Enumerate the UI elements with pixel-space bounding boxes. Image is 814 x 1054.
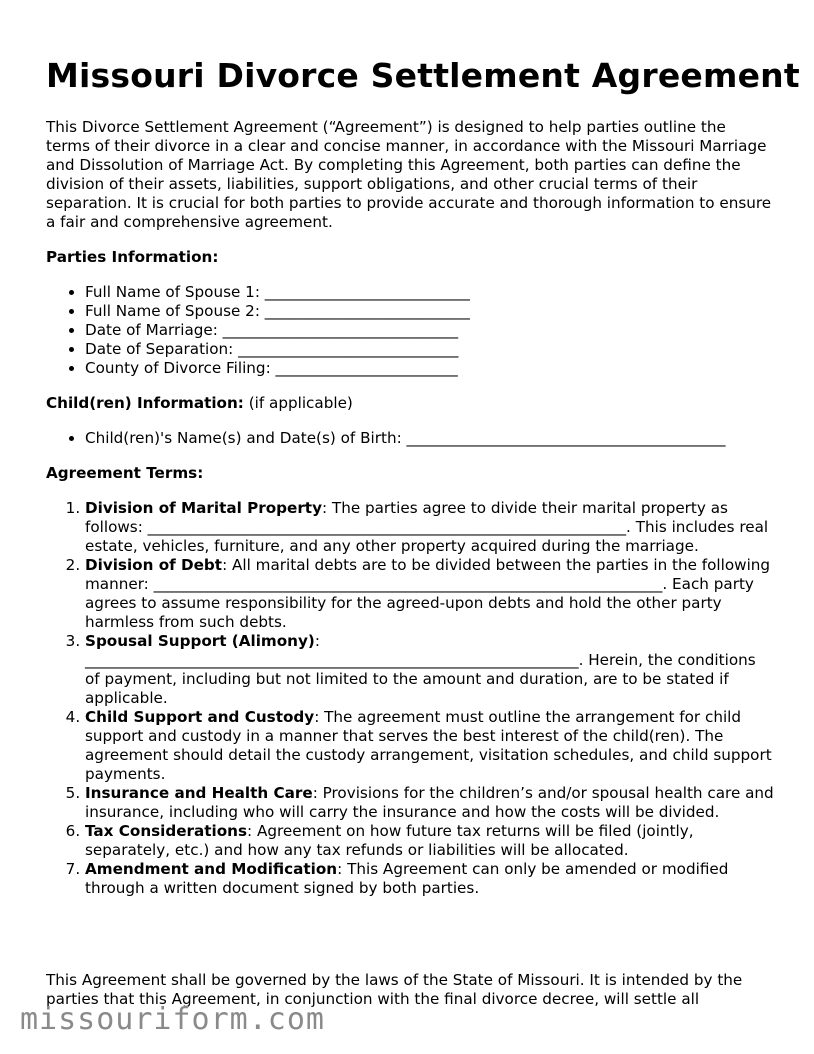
term-title: Spousal Support (Alimony) [85, 632, 315, 650]
parties-list [46, 283, 470, 378]
term-item [85, 708, 774, 784]
children-heading-note: (if applicable) [243, 394, 353, 412]
term-item [85, 822, 774, 860]
children-heading [46, 394, 353, 413]
parties-heading: Parties Information: [46, 248, 219, 266]
closing-paragraph: This Agreement shall be governed by the laws of the State of Missouri. It is intended by the parties that this Agreement, in conjunction with the final divorce decree, will settle all [46, 971, 743, 1008]
intro-paragraph: This Divorce Settlement Agreement (“Agreement”) is designed to help parties outline the terms of their divorce in a clear and concise manner, in accordance with the Missouri Marriage and Dissolution of Marriage Act. By completing this Agreement, both parties can define the division of their assets, liabilities, support obligations, and other crucial terms of their separation. It is crucial for both parties to provide accurate and thorough information to ensure a fair and comprehensive agreement. [46, 118, 772, 231]
site-watermark: missouriform.com [20, 1002, 325, 1037]
term-text: : This Agreement can only be amended or modified through a written document signed by both parties. [85, 860, 729, 897]
term-text: : Agreement on how future tax returns will be filed (jointly, separately, etc.) and how any tax refunds or liabilities will be allocated. [85, 822, 694, 859]
list-item: • Date of Marriage: _______________________________ [85, 321, 470, 340]
children-list [46, 429, 725, 448]
term-text: : All marital debts are to be divided between the parties in the following manner: ___________________________________________________________________. Each party agrees to assume responsibility for the agreed-upon debts and hold the other party harmless from such debts. [85, 556, 771, 631]
children-heading-label: Child(ren) Information: [46, 394, 244, 412]
terms-heading: Agreement Terms: [46, 464, 204, 482]
term-item [85, 556, 774, 632]
term-text: : The parties agree to divide their marital property as follows: _______________________________________________________________. This includes real estate, vehicles, furniture, and any other property acquired during the marriage. [85, 499, 769, 555]
term-item [85, 860, 774, 898]
list-item: • Full Name of Spouse 1: ___________________________ [85, 283, 470, 302]
term-title: Insurance and Health Care [85, 784, 313, 802]
list-item: • Child(ren)'s Name(s) and Date(s) of Birth: __________________________________________ [85, 429, 725, 448]
term-title: Tax Considerations [85, 822, 248, 840]
term-item [85, 784, 774, 822]
list-item: • Full Name of Spouse 2: ___________________________ [85, 302, 470, 321]
list-item: • Date of Separation: _____________________________ [85, 340, 470, 359]
document-title: Missouri Divorce Settlement Agreement [46, 56, 800, 95]
term-title: Division of Debt [85, 556, 223, 574]
list-item: • County of Divorce Filing: ________________________ [85, 359, 470, 378]
term-item [85, 499, 774, 556]
term-title: Division of Marital Property [85, 499, 322, 517]
term-item [85, 632, 774, 708]
term-text: : _________________________________________________________________. Herein, the conditions of payment, including but not limited to the amount and duration, are to be stated if applicable. [85, 632, 756, 707]
terms-list [46, 499, 774, 898]
term-title: Amendment and Modification [85, 860, 338, 878]
term-text: : Provisions for the children’s and/or spousal health care and insurance, including who will carry the insurance and how the costs will be divided. [85, 784, 774, 821]
term-title: Child Support and Custody [85, 708, 315, 726]
term-text: : The agreement must outline the arrangement for child support and custody in a manner that serves the best interest of the child(ren). The agreement should detail the custody arrangement, visitation schedules, and child support payments. [85, 708, 772, 783]
